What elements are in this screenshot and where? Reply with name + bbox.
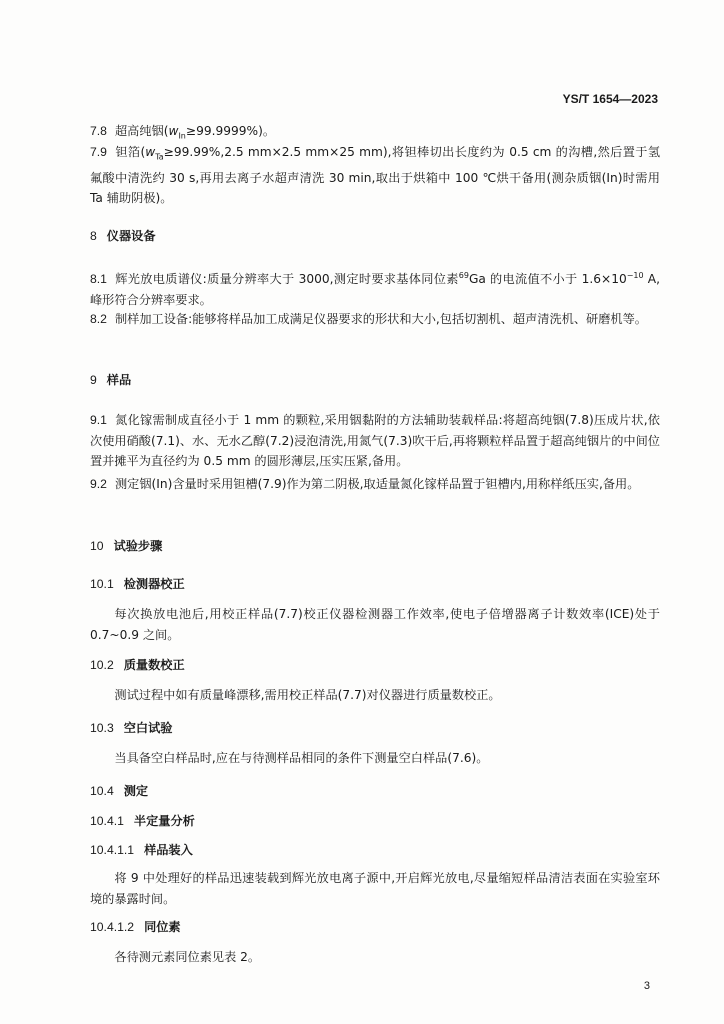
section-title: 样品 <box>106 373 132 387</box>
section-number: 10.3 <box>90 721 114 735</box>
paragraph-10-1: 每次换放电池后,用校正样品(7.7)校正仪器检测器工作效率,使电子倍增器离子计数效率(ICE)处于 0.7~0.9 之间。 <box>90 607 660 642</box>
item-text: ≥99.9999%)。 <box>185 124 276 138</box>
section-title: 试验步骤 <box>113 539 163 553</box>
superscript: −10 <box>626 271 644 280</box>
section-title: 空白试验 <box>123 721 173 735</box>
section-number: 10.4.1.1 <box>90 843 135 857</box>
superscript: 69 <box>458 271 469 280</box>
standard-code: YS/T 1654—2023 <box>562 92 658 106</box>
section-number: 10.4.1 <box>90 814 124 828</box>
item-number: 7.8 <box>90 124 107 138</box>
section-10-4-1-2-heading <box>90 917 660 938</box>
item-text: 氮化镓需制成直径小于 1 mm 的颗粒,采用铟黏附的方法辅助装载样品:将超高纯铟(7.8)压成片状,依次使用硝酸(7.1)、水、无水乙醇(7.2)浸泡清洗,用氮气(7.3)吹干后,再将颗粒样品置于超高纯铟片的中间位置并摊平为直径约为 0.5 mm 的圆形薄层,压实压紧,备用。 <box>90 413 660 468</box>
section-number: 10.2 <box>90 658 114 672</box>
section-10-3-heading <box>90 718 660 739</box>
item-9-2 <box>90 474 660 495</box>
paragraph-10-2: 测试过程中如有质量峰漂移,需用校正样品(7.7)对仪器进行质量数校正。 <box>114 688 501 702</box>
section-10-4-1-heading <box>90 811 660 832</box>
item-text: ≥99.99%,2.5 mm×2.5 mm×25 mm),将钽棒切出长度约为 0.5 cm 的沟槽,然后置于氢氟酸中清洗约 30 s,再用去离子水超声清洗 30 min,取出于烘箱中 100 ℃烘干备用(测杂质铟(In)时需用 Ta 辅助阴极)。 <box>90 145 661 206</box>
section-title: 样品装入 <box>144 843 193 857</box>
item-number: 8.1 <box>90 272 107 287</box>
paragraph-10-4-1-1: 将 9 中处理好的样品迅速装载到辉光放电离子源中,开启辉光放电,尽量缩短样品清洁表面在实验室环境的暴露时间。 <box>90 871 660 906</box>
mass-fraction-symbol: w <box>168 124 179 138</box>
item-text: 超高纯铟( <box>114 124 169 138</box>
item-9-1 <box>90 410 660 472</box>
subscript: Ta <box>155 152 164 162</box>
subscript: In <box>178 131 186 141</box>
item-8-2 <box>90 309 660 330</box>
section-number: 10.4 <box>90 784 114 798</box>
section-10-4-1-1-heading <box>90 840 660 861</box>
paragraph-10-4-1-2: 各待测元素同位素见表 2。 <box>114 950 261 964</box>
section-number: 10.4.1.2 <box>90 920 135 934</box>
section-title: 测定 <box>123 784 149 798</box>
section-title: 半定量分析 <box>133 814 195 828</box>
paragraph-10-3: 当具备空白样品时,应在与待测样品相同的条件下测量空白样品(7.6)。 <box>114 751 489 765</box>
section-number: 10.1 <box>90 577 114 591</box>
section-title: 仪器设备 <box>106 229 156 243</box>
section-title: 检测器校正 <box>123 577 185 591</box>
item-7-9 <box>90 142 660 209</box>
item-number: 9.1 <box>90 413 107 427</box>
section-number: 10 <box>90 539 104 553</box>
section-title: 同位素 <box>144 920 181 934</box>
item-number: 8.2 <box>90 312 107 326</box>
section-9-heading <box>90 370 660 391</box>
section-10-4-heading <box>90 781 660 802</box>
section-number: 9 <box>90 373 97 387</box>
section-number: 8 <box>90 229 97 243</box>
item-text: 辉光放电质谱仪:质量分辨率大于 3000,测定时要求基体同位素 <box>114 272 459 287</box>
item-text: 测定铟(In)含量时采用钽槽(7.9)作为第二阴极,取适量氮化镓样品置于钽槽内,用称样纸压实,备用。 <box>114 477 640 491</box>
item-number: 7.9 <box>90 145 107 159</box>
item-number: 9.2 <box>90 477 107 491</box>
item-8-1 <box>90 266 660 310</box>
item-text: Ga 的电流值不小于 1.6×10 <box>468 272 627 287</box>
mass-fraction-symbol: w <box>145 145 156 159</box>
section-10-2-heading <box>90 655 660 676</box>
item-text: A,峰形符合分辨率要求。 <box>90 272 660 307</box>
item-text: 制样加工设备:能够将样品加工成满足仪器要求的形状和大小,包括切割机、超声清洗机、研磨机等。 <box>114 312 647 326</box>
section-8-heading <box>90 226 660 247</box>
item-text: 钽箔( <box>114 145 146 159</box>
page-number: 3 <box>643 980 650 992</box>
section-10-1-heading <box>90 574 660 595</box>
section-title: 质量数校正 <box>123 658 185 672</box>
section-10-heading <box>90 536 660 557</box>
